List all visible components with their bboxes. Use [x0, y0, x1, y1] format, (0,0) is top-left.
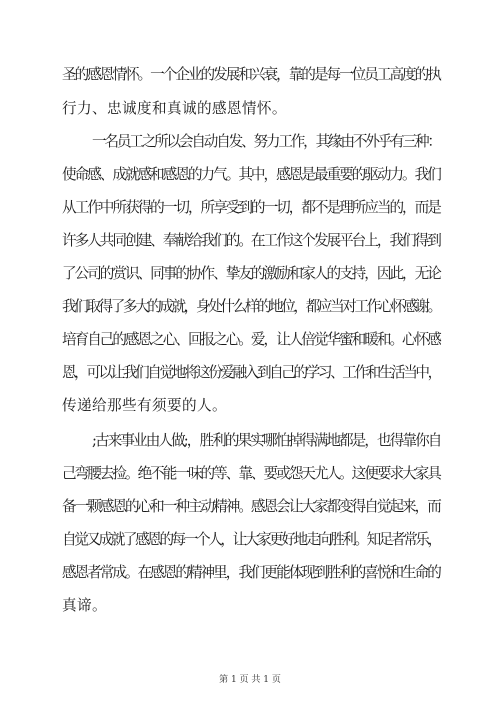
text-line: 备一颗感恩的心和一种主动精神。感恩会让大家都变得自觉起来，而	[62, 498, 440, 515]
text-line: 传递给那些有须要的人。	[62, 397, 227, 414]
text-line: 恩，可以让我们自觉地将这份爱融入到自己的学习、工作和生活当中，	[62, 364, 440, 381]
text-line: 了公司的赏识、同事的协作、挚友的激励和家人的支持，因此，无论	[62, 265, 440, 282]
text-line: ;古来事业由人做;，胜利的果实哪怕掉得满地都是，也得靠你自	[92, 432, 441, 449]
text-line: 一名员工之所以会自动自发、努力工作，其缘由不外乎有三种：	[92, 133, 440, 150]
text-line: 行力、忠诚度和真诚的感恩情怀。	[62, 100, 287, 117]
text-line: 真谛。	[62, 597, 107, 614]
text-line: 我们取得了多大的成就，身处什么样的地位，都应当对工作心怀感谢。	[62, 298, 440, 315]
text-line: 己弯腰去捡。绝不能一味的等、靠、要或怨天尤人。这便要求大家具	[62, 465, 440, 482]
text-line: 自觉又成就了感恩的每一个人，让大家更好地走向胜利。知足者常乐，	[62, 531, 440, 548]
text-line: 培育自己的感恩之心、回报之心。爱，让人倍觉华蜜和暖和。心怀感	[62, 331, 440, 348]
text-line: 使命感、成就感和感恩的力气。其中，感恩是最重要的驱动力。我们	[62, 166, 440, 183]
text-line: 感恩者常成。在感恩的精神里，我们更能体现到胜利的喜悦和生命的	[62, 564, 440, 581]
text-line: 从工作中所获得的一切，所享受到的一切，都不是理所应当的，而是	[62, 199, 440, 216]
page-footer: 第 1 页 共 1 页	[219, 675, 281, 685]
text-line: 许多人共同创建、奉献给我们的。在工作这个发展平台上，我们得到	[62, 232, 440, 249]
text-line: 圣的感恩情怀。一个企业的发展和兴衰，靠的是每一位员工高度的执	[62, 66, 440, 83]
